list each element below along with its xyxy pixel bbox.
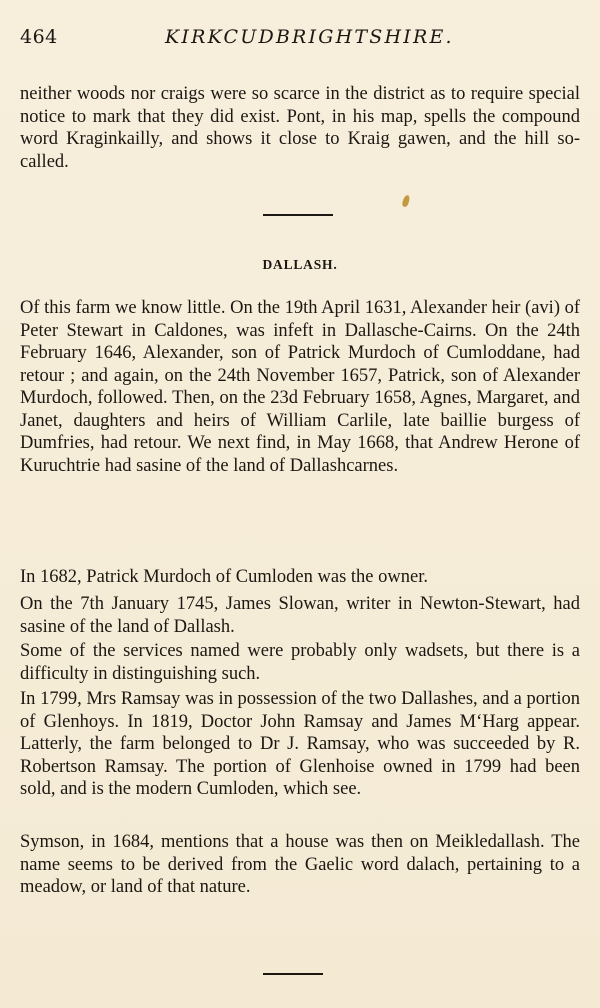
running-head [20,26,580,56]
paragraph-text: In 1682, Patrick Murdoch of Cumloden was the owner. [20,567,428,587]
section-heading: DALLASH. [262,257,338,272]
paragraph [20,566,580,589]
section-divider-bottom [263,973,323,975]
paper-blemish [401,194,410,207]
paragraph-text: On the 7th January 1745, James Slowan, writer in Newton-Stewart, had sasine of the land of Dallash. [20,594,580,637]
paragraph-text: In 1799, Mrs Ramsay was in possession of the two Dallashes, and a portion of Glenhoys. In 1819, Doctor John Ramsay and James M‘Harg appear. Latterly, the farm belonged to Dr J. Ramsay, who was succeeded by R. Robertson Ramsay. The portion of Glenhoise owned in 1799 had been sold, and is the modern Cumloden, which see. [20,689,580,799]
paragraph-text: Symson, in 1684, mentions that a house was then on Meikledallash. The name seems to be derived from the Gaelic word dalach, pertaining to a meadow, or land of that nature. [20,832,580,897]
paragraph-text: Some of the services named were probably only wadsets, but there is a difficulty in distinguishing such. [20,641,580,684]
paragraph [20,593,580,638]
running-title: KIRKCUDBRIGHTSHIRE. [165,26,454,48]
paragraph-text: Of this farm we know little. On the 19th April 1631, Alexander heir (avi) of Peter Stewart in Caldones, was infeft in Dallasche-Cairns. On the 24th February 1646, Alexander, son of Patrick Murdoch of Cumloddane, had retour ; and again, on the 24th November 1657, Patrick, son of Alexander Murdoch, followed. Then, on the 23d February 1658, Agnes, Margaret, and Janet, daughters and heirs of William Carlile, late baillie burgess of Dumfries, had retour. We next find, in May 1668, that Andrew Herone of Kuruchtrie had sasine of the land of Dallashcarnes. [20,298,581,476]
opening-paragraph: neither woods nor craigs were so scarce in the district as to require special notice to mark that they did exist. Pont, in his map, spells the compound word Kraginkailly, and shows it close to Kraig gawen, and the hill so-called. [20,84,580,172]
paragraph [20,297,580,477]
page-number: 464 [20,26,58,48]
paragraph [20,831,580,899]
section-divider-top [263,214,333,216]
paragraph [20,688,580,801]
paragraph [20,640,580,685]
